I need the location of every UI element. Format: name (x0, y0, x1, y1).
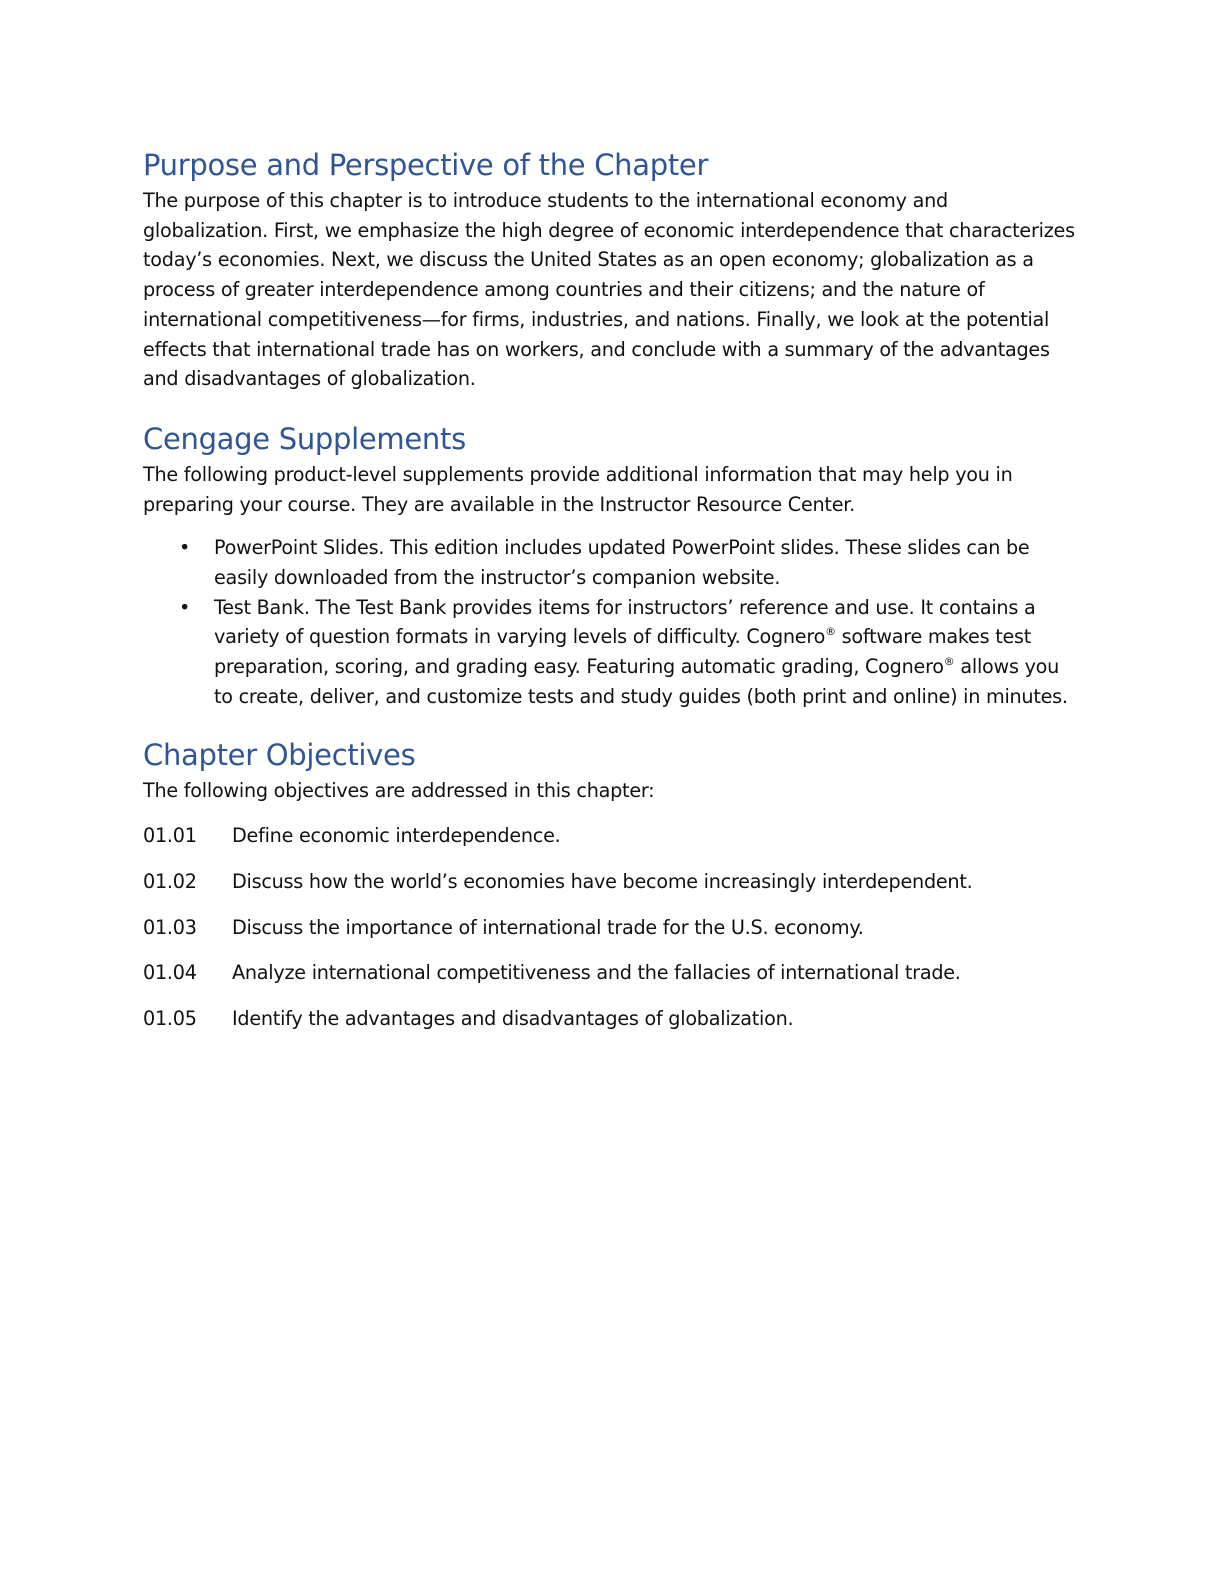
objective-item (143, 821, 1078, 851)
list-item-text: PowerPoint Slides. This edition includes updated PowerPoint slides. These slides can be easily downloaded from the instructor’s companion website. (214, 536, 1030, 590)
objectives-heading: Chapter Objectives (143, 737, 416, 772)
list-item (179, 593, 1078, 712)
objective-number: 01.05 (143, 1007, 197, 1031)
objective-text: Discuss the importance of international trade for the U.S. economy. (232, 915, 864, 939)
supplements-section (143, 418, 1078, 712)
purpose-paragraph: The purpose of this chapter is to introduce students to the international economy and globalization. First, we emphasize the high degree of economic interdependence that characterizes today’s economies. Next, we discuss the United States as an open economy; globalization as a process of greater interdependence among countries and their citizens; and the nature of international competitiveness—for firms, industries, and nations. Finally, we look at the potential effects that international trade has on workers, and conclude with a summary of the advantages and disadvantages of globalization. (143, 189, 1075, 391)
objective-item (143, 867, 1078, 897)
purpose-heading: Purpose and Perspective of the Chapter (143, 148, 709, 182)
list-item-text: Test Bank. The Test Bank provides items for instructors’ reference and use. It contains a variety of question formats in varying levels of difficulty. Cognero (214, 595, 1036, 649)
objective-item (143, 1004, 1078, 1034)
objectives-section (143, 734, 1078, 1034)
list-item (179, 533, 1078, 592)
bullet-icon: • (179, 536, 191, 560)
supplements-heading: Cengage Supplements (143, 421, 466, 456)
objective-text: Discuss how the world’s economies have become increasingly interdependent. (232, 869, 973, 893)
objective-item (143, 958, 1078, 988)
objective-text: Identify the advantages and disadvantages of globalization. (232, 1007, 794, 1031)
supplements-paragraph: The following product-level supplements provide additional information that may help you in preparing your course. They are available in the Instructor Resource Center. (143, 462, 1013, 516)
list-item-text: allows you to create, deliver, and customize tests and study guides (both print and online) in minutes. (214, 655, 1068, 708)
objective-number: 01.04 (143, 961, 197, 985)
objective-number: 01.03 (143, 915, 197, 939)
bullet-icon: • (179, 595, 191, 619)
supplements-list (143, 533, 1078, 711)
objective-text: Define economic interdependence. (232, 824, 561, 848)
list-item-text: software makes test preparation, scoring, and grading easy. Featuring automatic grading, Cognero (214, 625, 1032, 679)
objectives-intro: The following objectives are addressed in this chapter: (143, 778, 655, 802)
objective-number: 01.01 (143, 824, 197, 848)
objective-number: 01.02 (143, 869, 197, 893)
purpose-section (143, 144, 1078, 394)
objective-item (143, 913, 1078, 943)
registered-mark: ® (825, 625, 836, 639)
document-page (143, 144, 1078, 1034)
objective-text: Analyze international competitiveness and the fallacies of international trade. (232, 961, 961, 985)
registered-mark: ® (943, 655, 955, 669)
